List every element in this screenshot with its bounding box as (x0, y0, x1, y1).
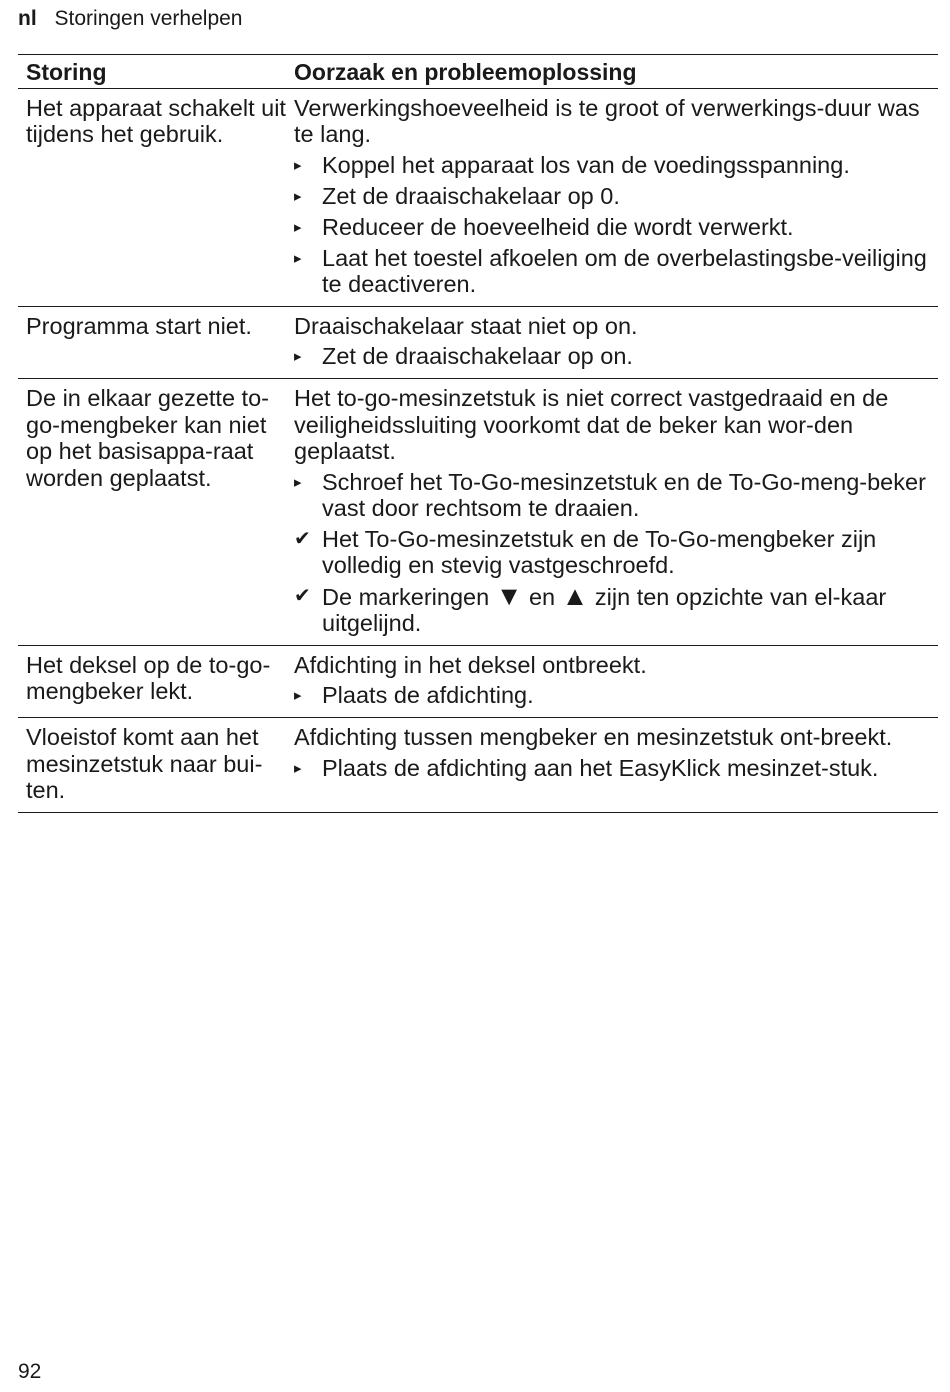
bullet-arrow-icon: ▸ (294, 473, 302, 491)
column-header-fault: Storing (26, 59, 107, 85)
cause-text: Draaischakelaar staat niet op on. (294, 312, 638, 339)
fault-cell: De in elkaar gezette to-go-mengbeker kan niet op het basisappa-raat worden geplaatst. (26, 385, 269, 491)
action-text: Schroef het To-Go-mesinzetstuk en de To-Go-meng-beker vast door rechtsom te draaien. (322, 468, 926, 521)
bullet-arrow-icon: ▸ (294, 156, 302, 174)
action-text: Plaats de afdichting aan het EasyKlick mesinzet-stuk. (322, 754, 879, 781)
list-item (294, 214, 938, 241)
table-row (18, 89, 938, 307)
action-text: Reduceer de hoeveelheid die wordt verwerkt. (322, 213, 794, 240)
list-item (294, 682, 938, 709)
table-header-row (18, 55, 938, 89)
checkmark-icon: ✔ (294, 584, 311, 607)
solution-cell (294, 95, 938, 298)
fault-cell: Het apparaat schakelt uit tijdens het gebruik. (26, 94, 286, 147)
page-header (18, 6, 242, 32)
section-title: Storingen verhelpen (54, 7, 243, 30)
fault-cell: Programma start niet. (26, 312, 252, 339)
bullet-arrow-icon: ▸ (294, 249, 302, 267)
action-text: Zet de draaischakelaar op 0. (322, 182, 620, 209)
fault-cell: Het deksel op de to-go-mengbeker lekt. (26, 651, 271, 704)
cause-text: Het to-go-mesinzetstuk is niet correct vastgedraaid en de veiligheidssluiting voorkomt dat de beker kan wor-den geplaatst. (294, 385, 889, 464)
language-code: nl (18, 7, 37, 30)
bullet-arrow-icon: ▸ (294, 759, 302, 777)
table-row (18, 379, 938, 646)
action-text: Laat het toestel afkoelen om de overbelastingsbe-veiliging te deactiveren. (322, 244, 927, 297)
action-text: Plaats de afdichting. (322, 682, 534, 708)
page-number: 92 (18, 1360, 42, 1383)
solution-cell (294, 385, 938, 637)
list-item (294, 245, 938, 298)
bullet-arrow-icon: ▸ (294, 348, 302, 365)
result-text: Het To-Go-mesinzetstuk en de To-Go-mengbeker zijn volledig en stevig vastgeschroefd. (322, 525, 877, 578)
cause-text: Verwerkingshoeveelheid is te groot of verwerkings-duur was te lang. (294, 94, 920, 147)
result-text-part: en (528, 583, 556, 610)
solution-cell (294, 313, 938, 371)
troubleshooting-table (18, 54, 938, 813)
fault-cell: Vloeistof komt aan het mesinzetstuk naar bui-ten. (26, 724, 263, 803)
checkmark-icon: ✔ (294, 527, 311, 550)
bullet-arrow-icon: ▸ (294, 187, 302, 205)
list-item (294, 343, 938, 370)
action-text: Zet de draaischakelaar op on. (322, 343, 633, 369)
bullet-arrow-icon: ▸ (294, 218, 302, 236)
list-item (294, 469, 938, 522)
result-text-part: De markeringen (322, 583, 490, 610)
table-row (18, 718, 938, 813)
list-item (294, 526, 938, 579)
bullet-arrow-icon: ▸ (294, 687, 302, 704)
result-text-part: zijn ten opzichte van el-kaar uitgelijnd. (322, 583, 887, 636)
table-row (18, 307, 938, 380)
solution-cell (294, 652, 938, 710)
list-item (294, 755, 938, 782)
cause-text: Afdichting tussen mengbeker en mesinzetstuk ont-breekt. (294, 724, 893, 750)
result-text (322, 580, 938, 637)
column-header-cause: Oorzaak en probleemoplossing (294, 59, 637, 85)
triangle-up-icon: ▲ (561, 580, 589, 611)
list-item (294, 580, 938, 637)
solution-cell (294, 724, 938, 804)
table-row (18, 646, 938, 719)
list-item (294, 152, 938, 179)
action-text: Koppel het apparaat los van de voedingsspanning. (322, 151, 850, 178)
list-item (294, 183, 938, 210)
cause-text: Afdichting in het deksel ontbreekt. (294, 651, 647, 678)
triangle-down-icon: ▼ (495, 580, 523, 611)
